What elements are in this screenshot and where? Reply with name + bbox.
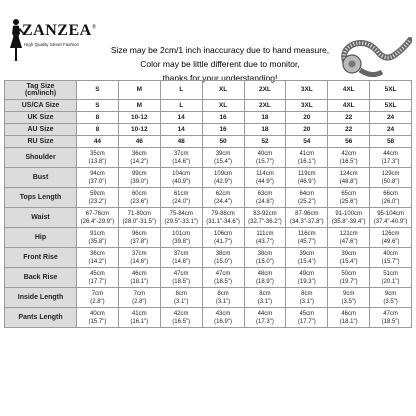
cm-value: 59cm xyxy=(90,190,105,197)
cm-value: 42cm xyxy=(173,310,189,317)
row-label: Tops Length xyxy=(5,188,77,208)
inch-value: (24.8") xyxy=(256,198,274,205)
cm-value: 114cm xyxy=(256,170,274,177)
table-cell xyxy=(202,268,244,288)
inch-value: (16.1") xyxy=(130,318,149,325)
row-label: Pants Length xyxy=(5,308,77,328)
row-label: UK Size xyxy=(5,112,77,124)
size-table xyxy=(4,80,412,328)
cm-value: 37cm xyxy=(173,150,189,157)
table-cell xyxy=(160,308,202,328)
cm-value: 44cm xyxy=(383,150,398,157)
table-cell: 46 xyxy=(118,136,160,148)
cm-value: 60cm xyxy=(131,190,147,197)
size-header-cell: 4XL xyxy=(328,81,370,100)
table-cell xyxy=(328,168,370,188)
cm-value: 104cm xyxy=(172,170,191,177)
table-cell xyxy=(118,208,160,228)
table-cell xyxy=(370,188,412,208)
inch-value: (42.9") xyxy=(214,178,232,185)
inch-value: (39.0") xyxy=(130,178,149,185)
table-cell: 8 xyxy=(77,124,119,136)
inch-value: (19.7") xyxy=(339,278,358,285)
inch-value: (15.7") xyxy=(256,158,274,165)
cm-value: 91cm xyxy=(90,230,105,237)
inch-value: (14.2") xyxy=(130,158,149,165)
table-header-row xyxy=(5,81,412,100)
inch-value: (3.1") xyxy=(257,298,273,305)
cm-value: 47cm xyxy=(173,270,189,277)
table-cell: 52 xyxy=(244,136,286,148)
table-row xyxy=(5,124,412,136)
table-cell xyxy=(286,288,328,308)
table-cell xyxy=(328,188,370,208)
cm-value: 95-104cm xyxy=(377,210,404,217)
table-cell: 44 xyxy=(77,136,119,148)
inch-value: (16.5") xyxy=(339,158,358,165)
table-cell xyxy=(77,208,119,228)
cm-value: 101cm xyxy=(172,230,191,237)
cm-value: 62cm xyxy=(215,190,231,197)
table-cell xyxy=(202,288,244,308)
inch-value: (19.3") xyxy=(297,278,316,285)
table-cell xyxy=(118,308,160,328)
table-cell xyxy=(118,268,160,288)
inch-value: (15.4") xyxy=(339,258,358,265)
inch-value: (43.7") xyxy=(256,238,274,245)
cm-value: 49cm xyxy=(299,270,315,277)
table-cell: 18 xyxy=(244,112,286,124)
inch-value: (46.9") xyxy=(297,178,316,185)
table-cell: 10-12 xyxy=(118,112,160,124)
table-row xyxy=(5,208,412,228)
inch-value: (3.5") xyxy=(383,298,398,305)
inch-value: (29.5"-33.1") xyxy=(164,218,198,225)
table-cell xyxy=(244,288,286,308)
table-cell xyxy=(370,168,412,188)
table-cell xyxy=(118,248,160,268)
inch-value: (18.5") xyxy=(214,278,232,285)
table-cell xyxy=(160,148,202,168)
table-cell xyxy=(202,168,244,188)
inch-value: (18.1") xyxy=(339,318,358,325)
table-cell xyxy=(118,288,160,308)
cm-value: 9cm xyxy=(343,290,355,297)
table-cell xyxy=(328,308,370,328)
table-cell xyxy=(244,188,286,208)
table-cell: 3XL xyxy=(286,100,328,112)
table-row xyxy=(5,148,412,168)
cm-value: 8cm xyxy=(175,290,187,297)
cm-value: 121cm xyxy=(339,230,358,237)
row-label: AU Size xyxy=(5,124,77,136)
table-cell: 20 xyxy=(286,112,328,124)
table-cell: 14 xyxy=(160,112,202,124)
table-cell xyxy=(370,208,412,228)
table-cell: 22 xyxy=(328,112,370,124)
tag-size-header: Tag Size (cm/inch) xyxy=(5,81,77,100)
inch-value: (17.3") xyxy=(256,318,274,325)
table-cell: 5XL xyxy=(370,100,412,112)
cm-value: 75-84cm xyxy=(169,210,193,217)
table-cell xyxy=(118,168,160,188)
cm-value: 37cm xyxy=(173,250,189,257)
table-cell xyxy=(370,228,412,248)
inch-value: (15.7") xyxy=(88,318,107,325)
inch-value: (14.6") xyxy=(130,258,149,265)
inch-value: (41.7") xyxy=(214,238,232,245)
table-cell: 54 xyxy=(286,136,328,148)
inch-value: (14.6") xyxy=(172,258,191,265)
cm-value: 39cm xyxy=(215,150,231,157)
inch-value: (28.0"-31.5") xyxy=(122,218,157,225)
table-cell xyxy=(77,248,119,268)
table-cell: 20 xyxy=(286,124,328,136)
inch-value: (3.1") xyxy=(173,298,189,305)
inch-value: (45.7") xyxy=(297,238,316,245)
table-cell xyxy=(202,228,244,248)
table-cell xyxy=(286,208,328,228)
table-cell xyxy=(370,288,412,308)
inch-value: (18.9") xyxy=(256,278,274,285)
table-cell xyxy=(77,308,119,328)
cm-value: 124cm xyxy=(339,170,358,177)
cm-value: 66cm xyxy=(383,190,398,197)
cm-value: 35cm xyxy=(90,150,105,157)
inch-value: (15.0") xyxy=(256,258,274,265)
table-cell xyxy=(118,188,160,208)
row-label: RU Size xyxy=(5,136,77,148)
cm-value: 50cm xyxy=(341,270,357,277)
cm-value: 87-96cm xyxy=(295,210,319,217)
inch-value: (35.8"-39.4") xyxy=(331,218,366,225)
inch-value: (35.8") xyxy=(88,238,107,245)
table-cell xyxy=(328,288,370,308)
inch-value: (40.9") xyxy=(172,178,191,185)
brand-name: ZANZEA® xyxy=(22,22,97,39)
table-cell xyxy=(160,248,202,268)
cm-value: 46cm xyxy=(131,270,147,277)
table-cell: 16 xyxy=(202,112,244,124)
table-cell xyxy=(160,208,202,228)
table-row xyxy=(5,308,412,328)
inch-value: (13.8") xyxy=(88,158,107,165)
table-cell xyxy=(77,188,119,208)
cm-value: 47cm xyxy=(383,310,398,317)
measuring-tape-icon xyxy=(338,34,412,80)
table-cell: M xyxy=(118,100,160,112)
table-cell xyxy=(118,228,160,248)
table-cell xyxy=(244,208,286,228)
table-cell xyxy=(77,168,119,188)
size-header-cell: 3XL xyxy=(286,81,328,100)
cm-value: 116cm xyxy=(298,230,316,237)
table-row xyxy=(5,112,412,124)
cm-value: 39cm xyxy=(299,250,315,257)
table-cell xyxy=(77,288,119,308)
table-cell xyxy=(160,268,202,288)
cm-value: 42cm xyxy=(341,150,357,157)
inch-value: (37.8") xyxy=(130,238,149,245)
cm-value: 39cm xyxy=(341,250,357,257)
table-cell xyxy=(202,308,244,328)
cm-value: 96cm xyxy=(131,230,147,237)
cm-value: 9cm xyxy=(384,290,397,297)
measurement-notice xyxy=(104,43,336,85)
cm-value: 79-88cm xyxy=(211,210,235,217)
table-cell xyxy=(328,208,370,228)
inch-value: (20.1") xyxy=(381,278,400,285)
size-header-cell: L xyxy=(160,81,202,100)
brand-tagline: High Quality Street Fashion xyxy=(24,42,80,47)
table-cell xyxy=(244,308,286,328)
table-cell xyxy=(202,188,244,208)
cm-value: 8cm xyxy=(301,290,313,297)
cm-value: 71-80cm xyxy=(127,210,151,217)
header xyxy=(0,0,416,83)
inch-value: (14.2") xyxy=(88,258,107,265)
table-row xyxy=(5,228,412,248)
cm-value: 7cm xyxy=(133,290,145,297)
size-header-cell: M xyxy=(118,81,160,100)
table-cell xyxy=(244,148,286,168)
cm-value: 67-76cm xyxy=(85,210,110,217)
table-cell xyxy=(370,148,412,168)
table-cell: 14 xyxy=(160,124,202,136)
cm-value: 45cm xyxy=(90,270,105,277)
table-cell xyxy=(328,148,370,168)
table-cell xyxy=(286,248,328,268)
cm-value: 41cm xyxy=(131,310,147,317)
notice-line: Color may be little different due to monitor, xyxy=(140,59,300,69)
table-cell: 2XL xyxy=(244,100,286,112)
cm-value: 126cm xyxy=(381,230,400,237)
table-cell: 56 xyxy=(328,136,370,148)
table-cell: 4XL xyxy=(328,100,370,112)
row-label: Hip xyxy=(5,228,77,248)
table-cell xyxy=(286,188,328,208)
notice-line: Size may be 2cm/1 inch inaccuracy due to hand measure, xyxy=(110,45,330,55)
table-cell xyxy=(286,168,328,188)
table-cell xyxy=(160,228,202,248)
table-cell: 10-12 xyxy=(118,124,160,136)
row-label: Waist xyxy=(5,208,77,228)
cm-value: 64cm xyxy=(299,190,315,197)
table-cell: 48 xyxy=(160,136,202,148)
inch-value: (48.8") xyxy=(339,178,358,185)
cm-value: 94cm xyxy=(90,170,105,177)
inch-value: (15.4") xyxy=(214,158,232,165)
table-cell: 24 xyxy=(370,112,412,124)
cm-value: 106cm xyxy=(214,230,233,237)
table-row xyxy=(5,100,412,112)
table-cell xyxy=(118,148,160,168)
row-label: Front Rise xyxy=(5,248,77,268)
inch-value: (34.3"-37.8") xyxy=(290,218,324,225)
table-cell xyxy=(328,228,370,248)
inch-value: (15.7") xyxy=(381,258,400,265)
row-label: US/CA Size xyxy=(5,100,77,112)
cm-value: 7cm xyxy=(91,290,104,297)
table-row xyxy=(5,188,412,208)
table-cell: 16 xyxy=(202,124,244,136)
table-row xyxy=(5,248,412,268)
cm-value: 99cm xyxy=(131,170,147,177)
inch-value: (39.8") xyxy=(172,238,191,245)
cm-value: 83-92cm xyxy=(253,210,277,217)
inch-value: (44.9") xyxy=(256,178,274,185)
inch-value: (17.7") xyxy=(88,278,107,285)
inch-value: (24.4") xyxy=(214,198,232,205)
cm-value: 8cm xyxy=(259,290,271,297)
size-header-cell: XL xyxy=(202,81,244,100)
table-cell xyxy=(286,308,328,328)
inch-value: (50.8") xyxy=(381,178,400,185)
row-label: Back Rise xyxy=(5,268,77,288)
cm-value: 129cm xyxy=(381,170,400,177)
inch-value: (47.6") xyxy=(339,238,358,245)
inch-value: (3.1") xyxy=(299,298,315,305)
cm-value: 43cm xyxy=(215,310,231,317)
inch-value: (17.3") xyxy=(381,158,400,165)
table-cell: 24 xyxy=(370,124,412,136)
table-cell xyxy=(244,168,286,188)
row-label: Inside Length xyxy=(5,288,77,308)
inch-value: (16.5") xyxy=(172,318,191,325)
table-cell: S xyxy=(77,100,119,112)
cm-value: 111cm xyxy=(256,230,274,237)
table-row xyxy=(5,268,412,288)
table-cell xyxy=(286,148,328,168)
table-cell xyxy=(286,268,328,288)
table-cell xyxy=(202,148,244,168)
cm-value: 46cm xyxy=(341,310,357,317)
inch-value: (31.1"-34.6") xyxy=(206,218,240,225)
table-cell xyxy=(244,268,286,288)
inch-value: (23.2") xyxy=(88,198,107,205)
table-row xyxy=(5,288,412,308)
inch-value: (16.1") xyxy=(297,158,316,165)
cm-value: 47cm xyxy=(215,270,231,277)
table-cell xyxy=(202,208,244,228)
cm-value: 63cm xyxy=(257,190,273,197)
table-cell: 58 xyxy=(370,136,412,148)
table-row xyxy=(5,136,412,148)
cm-value: 37cm xyxy=(131,250,147,257)
inch-value: (15.0") xyxy=(214,258,232,265)
table-cell xyxy=(77,268,119,288)
table-cell xyxy=(328,248,370,268)
cm-value: 61cm xyxy=(173,190,189,197)
inch-value: (14.6") xyxy=(172,158,191,165)
cm-value: 44cm xyxy=(257,310,273,317)
table-row xyxy=(5,168,412,188)
table-cell xyxy=(370,248,412,268)
inch-value: (49.6") xyxy=(381,238,400,245)
inch-value: (3.5") xyxy=(341,298,356,305)
cm-value: 41cm xyxy=(299,150,315,157)
inch-value: (17.7") xyxy=(297,318,316,325)
size-header-cell: 2XL xyxy=(244,81,286,100)
size-header-cell: S xyxy=(77,81,119,100)
inch-value: (26.0") xyxy=(381,198,400,205)
inch-value: (16.9") xyxy=(214,318,232,325)
table-cell: 22 xyxy=(328,124,370,136)
table-cell xyxy=(286,228,328,248)
inch-value: (18.5") xyxy=(381,318,400,325)
table-cell xyxy=(328,268,370,288)
table-cell xyxy=(77,228,119,248)
cm-value: 38cm xyxy=(215,250,231,257)
inch-value: (37.4"-40.9") xyxy=(373,218,408,225)
inch-value: (3.1") xyxy=(215,298,231,305)
inch-value: (24.0") xyxy=(172,198,191,205)
cm-value: 45cm xyxy=(299,310,315,317)
cm-value: 36cm xyxy=(90,250,105,257)
inch-value: (18.5") xyxy=(172,278,191,285)
inch-value: (2.8") xyxy=(132,298,147,305)
table-cell xyxy=(202,248,244,268)
table-cell: 18 xyxy=(244,124,286,136)
brand-logo xyxy=(4,18,104,78)
table-cell xyxy=(370,268,412,288)
table-cell xyxy=(77,148,119,168)
inch-value: (2.8") xyxy=(90,298,105,305)
table-cell xyxy=(160,288,202,308)
inch-value: (18.1") xyxy=(130,278,149,285)
table-cell: 50 xyxy=(202,136,244,148)
cm-value: 109cm xyxy=(214,170,233,177)
table-cell: L xyxy=(160,100,202,112)
cm-value: 65cm xyxy=(341,190,357,197)
cm-value: 119cm xyxy=(298,170,316,177)
inch-value: (26.4"-29.9") xyxy=(80,218,115,225)
cm-value: 48cm xyxy=(257,270,273,277)
cm-value: 8cm xyxy=(217,290,229,297)
inch-value: (23.6") xyxy=(130,198,149,205)
inch-value: (32.7"-36.2") xyxy=(248,218,282,225)
cm-value: 40cm xyxy=(383,250,398,257)
notice-line: thanks for your understanding! xyxy=(162,73,278,83)
cm-value: 38cm xyxy=(257,250,273,257)
table-cell xyxy=(160,168,202,188)
row-label: Bust xyxy=(5,168,77,188)
cm-value: 40cm xyxy=(257,150,273,157)
table-cell xyxy=(244,228,286,248)
size-header-cell: 5XL xyxy=(370,81,412,100)
row-label: Shoulder xyxy=(5,148,77,168)
cm-value: 51cm xyxy=(383,270,398,277)
table-cell: 8 xyxy=(77,112,119,124)
cm-value: 40cm xyxy=(90,310,105,317)
inch-value: (15.4") xyxy=(297,258,316,265)
inch-value: (25.2") xyxy=(297,198,316,205)
table-cell xyxy=(370,308,412,328)
cm-value: 91-100cm xyxy=(335,210,363,217)
table-cell xyxy=(244,248,286,268)
table-cell xyxy=(160,188,202,208)
cm-value: 36cm xyxy=(131,150,147,157)
inch-value: (37.0") xyxy=(88,178,107,185)
table-cell: XL xyxy=(202,100,244,112)
inch-value: (25.6") xyxy=(339,198,358,205)
